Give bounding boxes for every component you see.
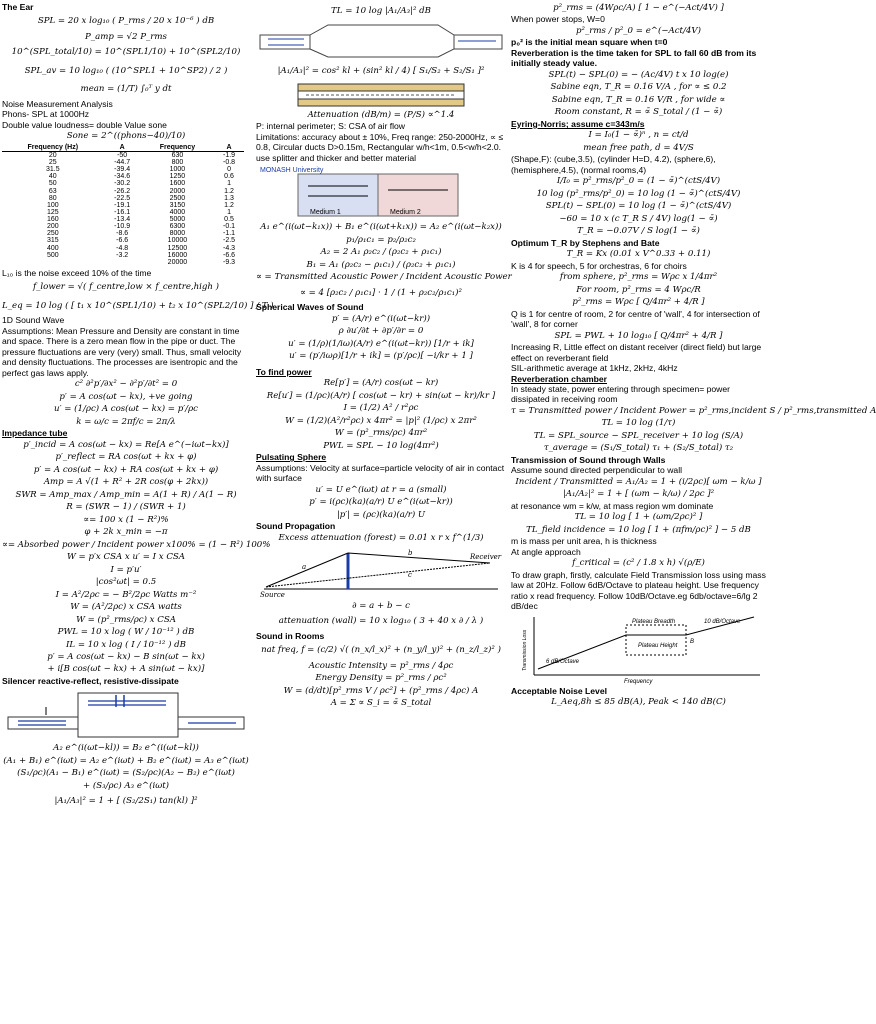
eq-power-2: Re[u′] = (1/ρc)(A/r) [ cos(ωt − kr) + sin(ωt − kr)/kr ] <box>266 390 496 401</box>
text-angle-approach: At angle approach <box>511 546 581 557</box>
table-cell: 20000 <box>167 258 188 266</box>
eq-spl: SPL = 20 x log₁₀ ( P_rms / 20 x 10⁻⁶ ) dB <box>37 16 215 27</box>
table-cell: -6.6 <box>116 237 129 245</box>
eq-swr: SWR = Amp_max / Amp_min = A(1 + R) / A(1 − R) <box>15 489 237 500</box>
label-a: a <box>302 562 307 571</box>
text-q-values: Q is 1 for centre of room, 2 for centre of 'wall', 4 for intersection of 'wall', 8 for corner <box>511 308 760 330</box>
table-cell: 2500 <box>169 194 186 202</box>
table-row <box>2 202 244 209</box>
lined-duct-diagram <box>296 82 466 108</box>
eq-tl-ratio: |A₁/A₃|² = cos² kl + (sin² kl / 4) [ S₁/S₂ + S₂/S₁ ]² <box>277 66 485 77</box>
silencer-diagram <box>6 687 246 741</box>
eq-media-2: p₁/ρ₁c₁ = p₂/ρ₂c₂ <box>346 234 416 245</box>
heading-silencer: Silencer reactive-reflect, resistive-dissipate <box>2 675 179 686</box>
two-media-diagram <box>258 164 504 220</box>
eq-sph-4: u′ = (p′/iωρ)[1/r + ik] = (p′/ρc)[ −i/kr + 1 ] <box>289 351 473 362</box>
table-row <box>2 223 244 230</box>
text-perpendicular: Assume sound directed perpendicular to wall <box>511 465 683 476</box>
eq-phi: φ + 2k x_min = −π <box>84 527 168 538</box>
eq-k: k = ω/c = 2πf/c = 2π/λ <box>76 416 176 427</box>
table-cell: 20 <box>48 151 57 159</box>
eq-silencer-3: (S₁/ρc)(A₁ − B₁) e^(iωt) = (S₂/ρc)(A₂ − B₂) e^(iωt) <box>17 768 235 779</box>
label-plateau-breadth: Plateau Breadth <box>631 618 675 625</box>
heading-sound-propagation: Sound Propagation <box>256 521 336 532</box>
table-cell: 4000 <box>169 208 186 216</box>
eq-sph-3: u′ = (1/ρ)(1/iω)(A/r) e^(i(ωt−kr)) [1/r + ik] <box>288 338 474 349</box>
table-cell: 1 <box>227 180 231 188</box>
table-cell: 1.2 <box>224 201 234 209</box>
eq-energy-density: Energy Density = p²_rms / ρc² <box>315 673 447 684</box>
eq-wall-4: TL_field incidence = 10 log [ 1 + (πfm/ρc)² ] − 5 dB <box>526 524 751 535</box>
table-cell: 10000 <box>167 237 188 245</box>
table-cell: -6.6 <box>223 251 236 259</box>
table-cell: -8.6 <box>116 230 129 238</box>
text-sil: SIL-arithmetic average at 1kHz, 2kHz, 4kHz <box>511 363 678 374</box>
table-cell: 5000 <box>169 216 186 224</box>
table-header-cell: Frequency (Hz) <box>2 144 104 152</box>
barrier-diagram <box>258 545 504 599</box>
text-shape-factors: (Shape,F): (cube,3.5), (cylinder H=D, 4.2), (sphere,6), (hemisphere,4.5), (normal rooms,4) <box>511 154 716 175</box>
eq-pulse-2: p′ = i(ρc)(ka)(a/r) U e^(i(ωt−kr)) <box>309 497 453 508</box>
eq-il: IL = 10 x log ( I / 10⁻¹² ) dB <box>66 639 186 650</box>
table-cell: 3150 <box>169 201 186 209</box>
eq-p-total: p′ = A cos(ωt − kx) + RA cos(ωt + kx + φ) <box>33 464 219 475</box>
label-medium-2: Medium 2 <box>390 209 421 217</box>
label-10db: 10 dB/Octave <box>703 618 740 625</box>
eq-forest: Excess attenuation (forest) = 0.01 x r x f^(1/3) <box>278 532 484 543</box>
heading-1d-sound-wave: 1D Sound Wave <box>2 315 65 326</box>
column-3 <box>511 2 876 1022</box>
eq-eyring-6: −60 = 10 x (c T_R S / 4V) log(1 − ∝̄) <box>559 213 718 224</box>
table-cell: -26.2 <box>114 187 131 195</box>
heading-reverberation-chamber: Reverberation chamber <box>511 373 607 384</box>
table-cell: 1000 <box>169 166 186 174</box>
eq-power-1: Re[p′] = (A/r) cos(ωt − kr) <box>323 378 439 389</box>
eq-p-reflect: p′_reflect = RA cos(ωt + kx + φ) <box>55 452 197 463</box>
text-perimeter: P: internal perimeter; S: CSA of air flow <box>256 121 406 132</box>
label-c: c <box>408 570 412 579</box>
text-pulsating-assumptions: Assumptions: Velocity at surface=particle velocity of air in contact with surface <box>256 462 505 484</box>
text-draw-graph: To draw graph, firstly, calculate Field Transmission loss using mass law at 20Hz. Follow 6dB/Octave to plateau height. Use frequency ratio x read frequency. Follow 10dB/Octave.eg 6db/octave=6/lg 2 dB/dec <box>511 569 766 612</box>
table-cell: -1.1 <box>223 230 236 238</box>
eq-w: W = p′x CSA x u′ = I x CSA <box>66 552 186 563</box>
table-cell: -16.1 <box>114 208 131 216</box>
table-cell: 315 <box>46 237 59 245</box>
table-row <box>2 237 244 244</box>
eq-for-room: For room, p²_rms = 4 Wρc/R <box>576 284 701 295</box>
table-cell: 8000 <box>169 230 186 238</box>
eq-eyring-7: T_R = −0.07V / S log(1 − ∝̄) <box>577 226 700 237</box>
eq-prms-total: p²_rms = Wρc [ Q/4πr² + 4/R ] <box>572 297 705 308</box>
eq-i: I = p′u′ <box>110 564 142 575</box>
heading-find-power: To find power <box>256 366 312 377</box>
table-header-cell: A <box>214 144 244 152</box>
table-cell: 630 <box>171 151 184 159</box>
eq-absorption-area: A = Σ ∝ S_i = ∝̄ S_total <box>330 698 432 709</box>
table-cell: -22.5 <box>114 194 131 202</box>
table-row <box>2 195 244 202</box>
eq-decay-1: p²_rms = (4Wρc/A) [ 1 − e^(−Act/4V) ] <box>553 3 724 13</box>
table-row <box>2 173 244 180</box>
table-row <box>2 209 244 216</box>
eq-attenuation: Attenuation (dB/m) = (P/S) ∝^1.4 <box>307 109 455 120</box>
table-row <box>2 259 244 266</box>
label-b-point: B <box>689 638 694 645</box>
eq-power-5: W = (p²_rms/ρc) 4πr² <box>334 428 428 439</box>
eq-media-4: B₁ = A₁ (ρ₂c₂ − ρ₁c₁) / (ρ₂c₂ + ρ₁c₁) <box>306 259 456 270</box>
table-header-cell: A <box>104 144 141 152</box>
table-cell: -34.6 <box>114 173 131 181</box>
eq-spl-av: SPL_av = 10 log₁₀ ( (10^SPL1 + 10^SP2) / 2 ) <box>24 65 228 76</box>
eq-media-1: A₁ e^(i(ωt−k₁x)) + B₁ e^(i(ωt+k₁x)) = A₂ e^(i(ωt−k₂x)) <box>260 222 502 233</box>
table-cell <box>2 259 104 266</box>
section-title-ear: The Ear <box>2 2 34 12</box>
eq-power-6: PWL = SPL − 10 log(4πr²) <box>323 440 439 451</box>
eq-spl-sum: 10^(SPL_total/10) = 10^(SPL1/10) + 10^(SPL2/10) <box>11 47 241 58</box>
heading-acceptable-noise: Acceptable Noise Level <box>511 685 608 696</box>
eq-spl-pwl: SPL = PWL + 10 log₁₀ [ Q/4πr² + 4/R ] <box>554 330 723 341</box>
eq-power-4: W = (1/2)(A²/r²ρc) x 4πr² = |p|² (1/ρc) x 2πr² <box>285 415 477 426</box>
table-cell: 0.6 <box>224 173 234 181</box>
tl-graph <box>514 613 764 685</box>
table-cell: 200 <box>46 223 59 231</box>
eq-optimum-tr: T_R = Kx (0.01 x V^0.33 + 0.11) <box>566 249 711 260</box>
eq-eyring-4: 10 log (p²_rms/p²_0) = 10 log (1 − ∝̄)^(ctS/4V) <box>536 188 741 199</box>
eq-f-critical: f_critical = (c² / 1.8 x h) √(ρ/E) <box>572 558 705 569</box>
eq-tau: τ = Transmitted power / Incident Power = p²_rms,incident S / p²_rms,transmitted A <box>511 405 876 416</box>
table-cell: -4.8 <box>116 244 129 252</box>
eq-silencer-1: A₂ e^(i(ωt−kl)) = B₂ e^(i(ωt−kl)) <box>53 743 199 754</box>
table-cell: -4.3 <box>223 244 236 252</box>
heading-walls: Transmission of Sound through Walls <box>511 454 666 465</box>
eq-tl-spl: TL = SPL_source − SPL_receiver + 10 log (S/A) <box>533 430 744 441</box>
table-cell: 800 <box>171 159 184 167</box>
eq-u-prime: u′ = (1/ρc) A cos(ωt − kx) = p′/ρc <box>54 404 198 415</box>
text-k-values: K is 4 for speech, 5 for orchestras, 6 for choirs <box>511 260 687 271</box>
eq-w-csa: W = (A²/2ρc) x CSA watts <box>70 602 182 613</box>
table-cell: 63 <box>48 187 57 195</box>
eq-media-6: ∝ = 4 [ρ₂c₂ / ρ₁c₁] · 1 / (1 + ρ₂c₂/ρ₁c₁)² <box>300 287 462 298</box>
eq-p-complex-1: p′ = A cos(ωt − kx) − B sin(ωt − kx) <box>47 651 205 662</box>
heading-impedance-tube: Impedance tube <box>2 428 68 439</box>
expansion-chamber-diagram <box>258 21 504 61</box>
eq-eyring-1: I = I₀(1 − ∝̄)ⁿ , n = ct/d <box>588 130 689 141</box>
a-weighting-table <box>2 144 244 266</box>
text-reverberation-def: Reverberation is the time taken for SPL to fall 60 dB from its initially steady value. <box>511 47 757 69</box>
table-cell: -0.1 <box>223 223 236 231</box>
eq-wall-attenuation: attenuation (wall) = 10 x log₁₀ ( 3 + 40 x ∂ / λ ) <box>278 616 484 627</box>
eq-sph-1: p′ = (A/r) e^(i(ωt−kr)) <box>331 313 431 324</box>
eq-pulse-1: u′ = U e^(iωt) at r = a (small) <box>315 484 447 495</box>
text-initial-mean-square: p₀² is the initial mean square when t=0 <box>511 37 668 48</box>
table-cell: -44.7 <box>114 159 131 167</box>
table-cell <box>104 259 141 266</box>
heading-pulsating-sphere: Pulsating Sphere <box>256 452 327 463</box>
text-sone: Double value loudness= double Value sone <box>2 119 167 130</box>
label-frequency-axis: Frequency <box>623 678 652 685</box>
eq-acceptable-noise: L_Aeq,8h ≤ 85 dB(A), Peak < 140 dB(C) <box>551 697 726 708</box>
table-row <box>2 151 244 159</box>
eq-eyring-3: I/I₀ = p²_rms/p²_0 = (1 − ∝̄)^(ctS/4V) <box>556 176 721 187</box>
heading-sound-in-rooms: Sound in Rooms <box>256 630 325 641</box>
table-row <box>2 188 244 195</box>
eq-silencer-4: + (S₃/ρc) A₃ e^(iωt) <box>82 780 170 791</box>
table-cell: -39.4 <box>114 166 131 174</box>
table-cell: 1.3 <box>224 194 234 202</box>
table-cell: 500 <box>46 251 59 259</box>
table-cell: 0.5 <box>224 216 234 224</box>
heading-optimum-tr: Optimum T_R by Stephens and Bate <box>511 237 660 248</box>
table-cell: 250 <box>46 230 59 238</box>
label-b: b <box>408 548 413 557</box>
table-row <box>2 180 244 187</box>
table-cell: -1.9 <box>223 151 236 159</box>
table-cell: -2.5 <box>223 237 236 245</box>
eq-nat-freq: nat freq, f = (c/2) √( (n_x/l_x)² + (n_y/l_y)² + (n_z/l_z)² ) <box>261 645 501 656</box>
eq-p-incid: p′_incid = A cos(ωt − kx) = Re[A e^(−iωt−kx)] <box>23 439 229 450</box>
table-cell: -0.8 <box>223 159 236 167</box>
table-cell: 16000 <box>167 251 188 259</box>
table-cell: 400 <box>46 244 59 252</box>
table-cell: -10.9 <box>114 223 131 231</box>
text-steady-state: In steady state, power entering through specimen= power dissipated in receiving room <box>511 383 731 405</box>
eq-room-constant: Room constant, R = ∝̄ S_total / (1 − ∝̄) <box>554 107 723 118</box>
eq-wave: c² ∂²p′/∂x² − ∂²p′/∂t² = 0 <box>74 379 178 390</box>
monash-logo-text: MONASH University <box>260 167 324 175</box>
table-cell: 6300 <box>169 223 186 231</box>
table-cell: -30.2 <box>114 180 131 188</box>
table-cell: 40 <box>48 173 57 181</box>
label-medium-1: Medium 1 <box>310 209 341 217</box>
eq-acoustic-intensity: Acoustic Intensity = p²_rms / 4ρc <box>308 660 454 671</box>
table-cell: -50 <box>117 151 128 159</box>
eq-tau-average: τ_average = (S₁/S_total) τ₁ + (S₂/S_total) τ₂ <box>543 443 734 454</box>
eq-pwl: PWL = 10 x log ( W / 10⁻¹² ) dB <box>57 627 195 638</box>
eq-media-3: A₂ = 2 A₁ ρ₂c₂ / (ρ₂c₂ + ρ₁c₁) <box>320 247 442 258</box>
eq-silencer-5: |A₁/A₃|² = 1 + [ (S₂/2S₁) tan(kl) ]² <box>54 796 198 807</box>
heading-noise-measurement: Noise Measurement Analysis <box>2 98 113 109</box>
table-row <box>2 159 244 166</box>
eq-tl-tau: TL = 10 log (1/τ) <box>601 418 676 429</box>
table-cell: 1600 <box>169 180 186 188</box>
eq-wall-1: Incident / Transmitted = A₁/A₂ = 1 + (i/2ρc)[ ωm − k/ω ] <box>515 476 762 487</box>
eq-r: R = (SWR − 1) / (SWR + 1) <box>66 502 186 513</box>
heading-eyring-norris: Eyring-Norris; assume c=343m/s <box>511 118 645 129</box>
eq-decay-2: p²_rms / p²_0 = e^(−Act/4V) <box>576 25 701 36</box>
table-cell: 50 <box>48 180 57 188</box>
label-plateau-height: Plateau Height <box>637 642 677 649</box>
eq-sph-2: ρ ∂u′/∂t + ∂p′/∂r = 0 <box>338 326 424 337</box>
text-increasing-r: Increasing R, Little effect on distant receiver (direct field) but large effect on reverberant field <box>511 342 762 363</box>
eq-decay-3: SPL(t) − SPL(0) = − (Ac/4V) t x 10 log(e) <box>548 69 729 80</box>
eq-p-complex-2: + i[B cos(ωt − kx) + A sin(ωt − kx)] <box>47 664 205 675</box>
table-cell: -9.3 <box>223 258 236 266</box>
eq-delta: ∂ = a + b − c <box>352 600 410 611</box>
eq-silencer-2: (A₁ + B₁) e^(iωt) = A₂ e^(iωt) + B₂ e^(iωt) = A₃ e^(iωt) <box>3 755 249 766</box>
table-cell: 100 <box>46 201 59 209</box>
table-row <box>2 216 244 223</box>
table-cell: 1 <box>227 208 231 216</box>
table-header-cell: Frequency <box>141 144 214 152</box>
eq-leq: L_eq = 10 log ( [ t₁ x 10^(SPL1/10) + t₂ x 10^(SPL2/10) ] / T ) <box>2 300 274 311</box>
label-tl-axis: Transmission Loss <box>521 629 528 671</box>
text-phons: Phons- SPL at 1000Hz <box>2 109 90 120</box>
text-mass: m is mass per unit area, h is thickness <box>511 536 657 547</box>
eq-alpha: ∝= 100 x (1 − R²)% <box>83 514 169 525</box>
eq-eyring-5: SPL(t) − SPL(0) = 10 log (1 − ∝̄)^(ctS/4V) <box>545 201 732 212</box>
eq-eyring-2: mean free path, d = 4V/S <box>583 142 694 153</box>
eq-pamp: P_amp = √2 P_rms <box>85 31 167 42</box>
text-limitations: Limitations: accuracy about ± 10%, Freq range: 250-2000Hz, ∝ ≤ 0.8, Circular ducts D>0.15m, Rectangular w/h<1m, 0.5<w/h<2.0. use splitter and thicker and better material <box>256 131 504 163</box>
table-cell: 160 <box>46 216 59 224</box>
table-cell: 1250 <box>169 173 186 181</box>
table-row <box>2 166 244 173</box>
table-row <box>2 245 244 252</box>
table-cell: 2000 <box>169 187 186 195</box>
column-2 <box>256 2 512 1022</box>
table-cell: 25 <box>48 159 57 167</box>
text-l10: L₁₀ is the noise exceed 10% of the time <box>2 267 152 278</box>
text-power-stops: When power stops, W=0 <box>511 14 605 25</box>
table-cell: 1.2 <box>224 187 234 195</box>
label-6db: 6 dB/Octave <box>545 658 579 665</box>
label-receiver: Receiver <box>470 552 502 561</box>
text-assumptions-1d: Assumptions: Mean Pressure and Density are constant in time and space. There is a zero mean flow in the pipe or duct. The pressure fluctuations are very (very) small. Thus, small velocity and density fluctuations. The processes are isentropic and the perfect gas laws apply. <box>2 325 242 378</box>
eq-w-prms: W = (p²_rms/ρc) x CSA <box>76 614 176 625</box>
eq-wall-2: |A₁/A₂|² = 1 + [ (ωm − k/ω) / 2ρc ]² <box>562 489 715 500</box>
table-cell: 125 <box>46 208 59 216</box>
eq-room-power: W = (d/dt)[p²_rms V / ρc²] + (p²_rms / 4ρc) A <box>283 685 479 696</box>
heading-spherical-waves: Spherical Waves of Sound <box>256 302 364 313</box>
eq-wall-3: TL = 10 log [ 1 + (ωm/2ρc)² ] <box>574 512 703 523</box>
table-cell: -3.2 <box>116 251 129 259</box>
eq-from-sphere: from sphere, p²_rms = Wρc x 1/4πr² <box>559 272 718 283</box>
table-row <box>2 252 244 259</box>
table-row <box>2 230 244 237</box>
eq-p-prime: p′ = A cos(ωt − kx), +ve going <box>59 391 193 402</box>
eq-mean: mean = (1/T) ∫₀ᵀ y dt <box>80 84 172 95</box>
table-cell: 12500 <box>167 244 188 252</box>
label-source: Source <box>260 590 285 599</box>
text-resonance: at resonance wm = k/w, at mass region wm dominate <box>511 500 714 511</box>
table-cell: -13.4 <box>114 216 131 224</box>
table-cell: 31.5 <box>45 166 60 174</box>
eq-tl: TL = 10 log |A₁/A₃|² dB <box>331 6 431 16</box>
eq-pulse-3: |p′| = (ρc)(ka)(a/r) U <box>336 509 426 520</box>
eq-intensity: I = A²/2ρc = − B²/2ρc Watts m⁻² <box>55 589 197 600</box>
table-cell: 0 <box>227 166 231 174</box>
eq-media-5: ∝ = Transmitted Acoustic Power / Incident Acoustic Power <box>256 272 512 283</box>
eq-flower: f_lower = √( f_centre,low × f_centre,high ) <box>32 282 220 293</box>
eq-sabine-1: Sabine eqn, T_R = 0.16 V/A , for ∝ ≤ 0.2 <box>550 82 727 93</box>
eq-absorb: ∝= Absorbed power / Incident power x100% = (1 − R²) 100% <box>2 539 271 550</box>
eq-sabine-2: Sabine eqn, T_R = 0.16 V/R , for wide ∝ <box>551 94 726 105</box>
eq-cos: |cos²ωt| = 0.5 <box>95 577 157 588</box>
eq-power-3: I = (1/2) A² / r²ρc <box>343 403 419 414</box>
eq-amp: Amp = A √(1 + R² + 2R cos(φ + 2kx)) <box>43 477 209 488</box>
table-cell: 80 <box>48 194 57 202</box>
table-cell: -19.1 <box>114 201 131 209</box>
eq-sone: Sone = 2^((phons−40)/10) <box>66 131 186 142</box>
